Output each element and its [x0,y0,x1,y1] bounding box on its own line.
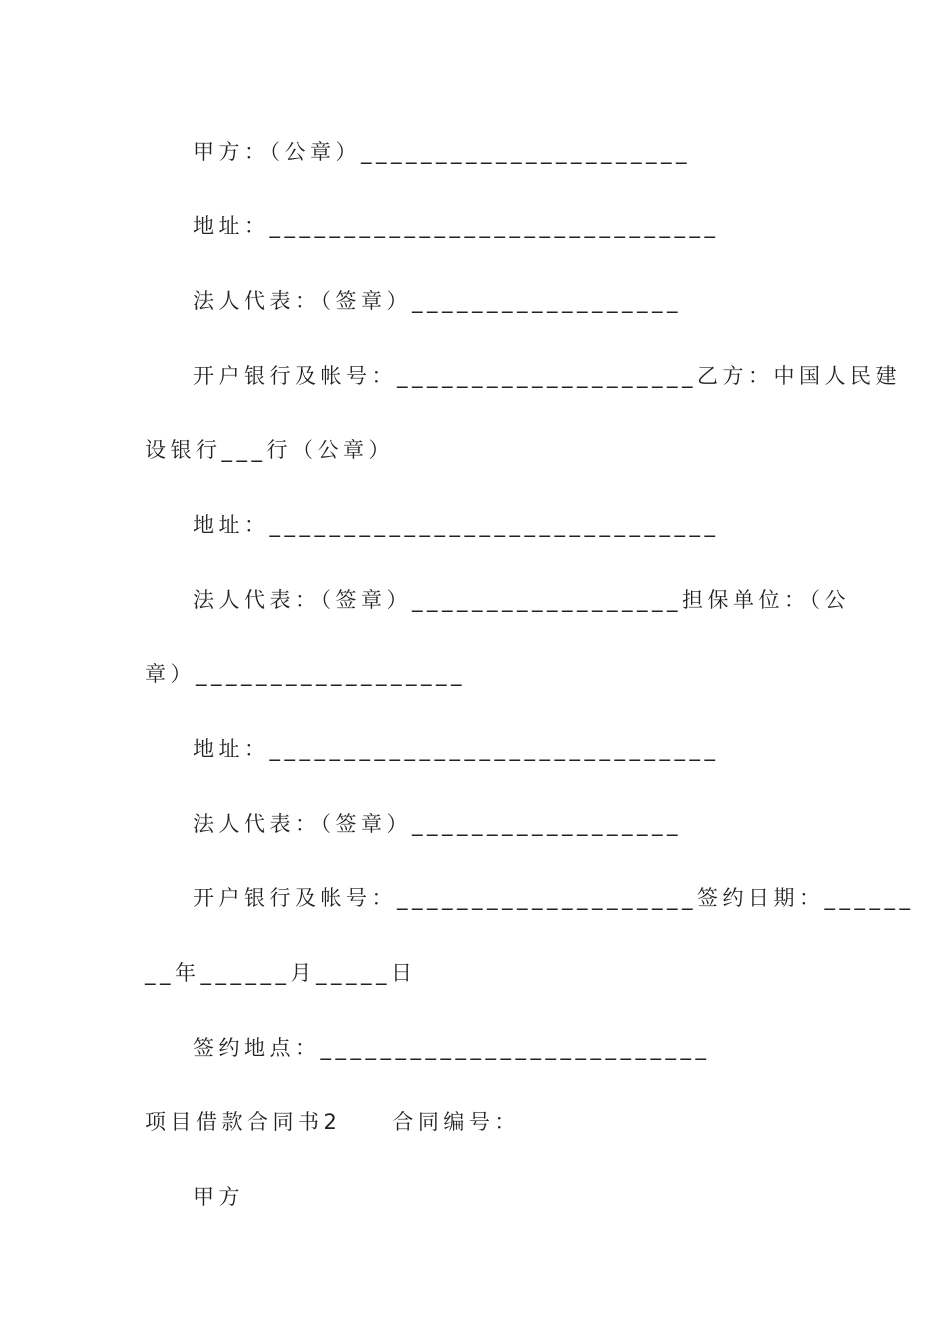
guarantor-representative-line: 法人代表：（签章）__________________ [193,812,682,836]
guarantor-address-line: 地址：______________________________ [193,737,720,761]
guarantor-seal-continuation-line: 章）__________________ [145,662,466,686]
contract-title-line: 项目借款合同书2 合同编号： [145,1110,520,1134]
signing-place-line: 签约地点：__________________________ [193,1036,711,1060]
party-b-address-line: 地址：______________________________ [193,513,720,537]
guarantor-bank-date-line: 开户银行及帐号：____________________签约日期：______ [193,886,915,910]
party-a-seal-line: 甲方：（公章）______________________ [193,140,691,164]
signing-date-continuation-line: __年______月_____日 [145,961,417,985]
party-a-address-line: 地址：______________________________ [193,214,720,238]
party-a-bank-account-line: 开户银行及帐号：____________________乙方：中国人民建 [193,364,901,388]
party-b-bank-continuation-line: 设银行___行（公章） [145,438,394,462]
party-a-heading-line: 甲方 [193,1185,244,1209]
party-a-representative-line: 法人代表：（签章）__________________ [193,289,682,313]
party-b-representative-line: 法人代表：（签章）__________________担保单位：（公 [193,588,850,612]
